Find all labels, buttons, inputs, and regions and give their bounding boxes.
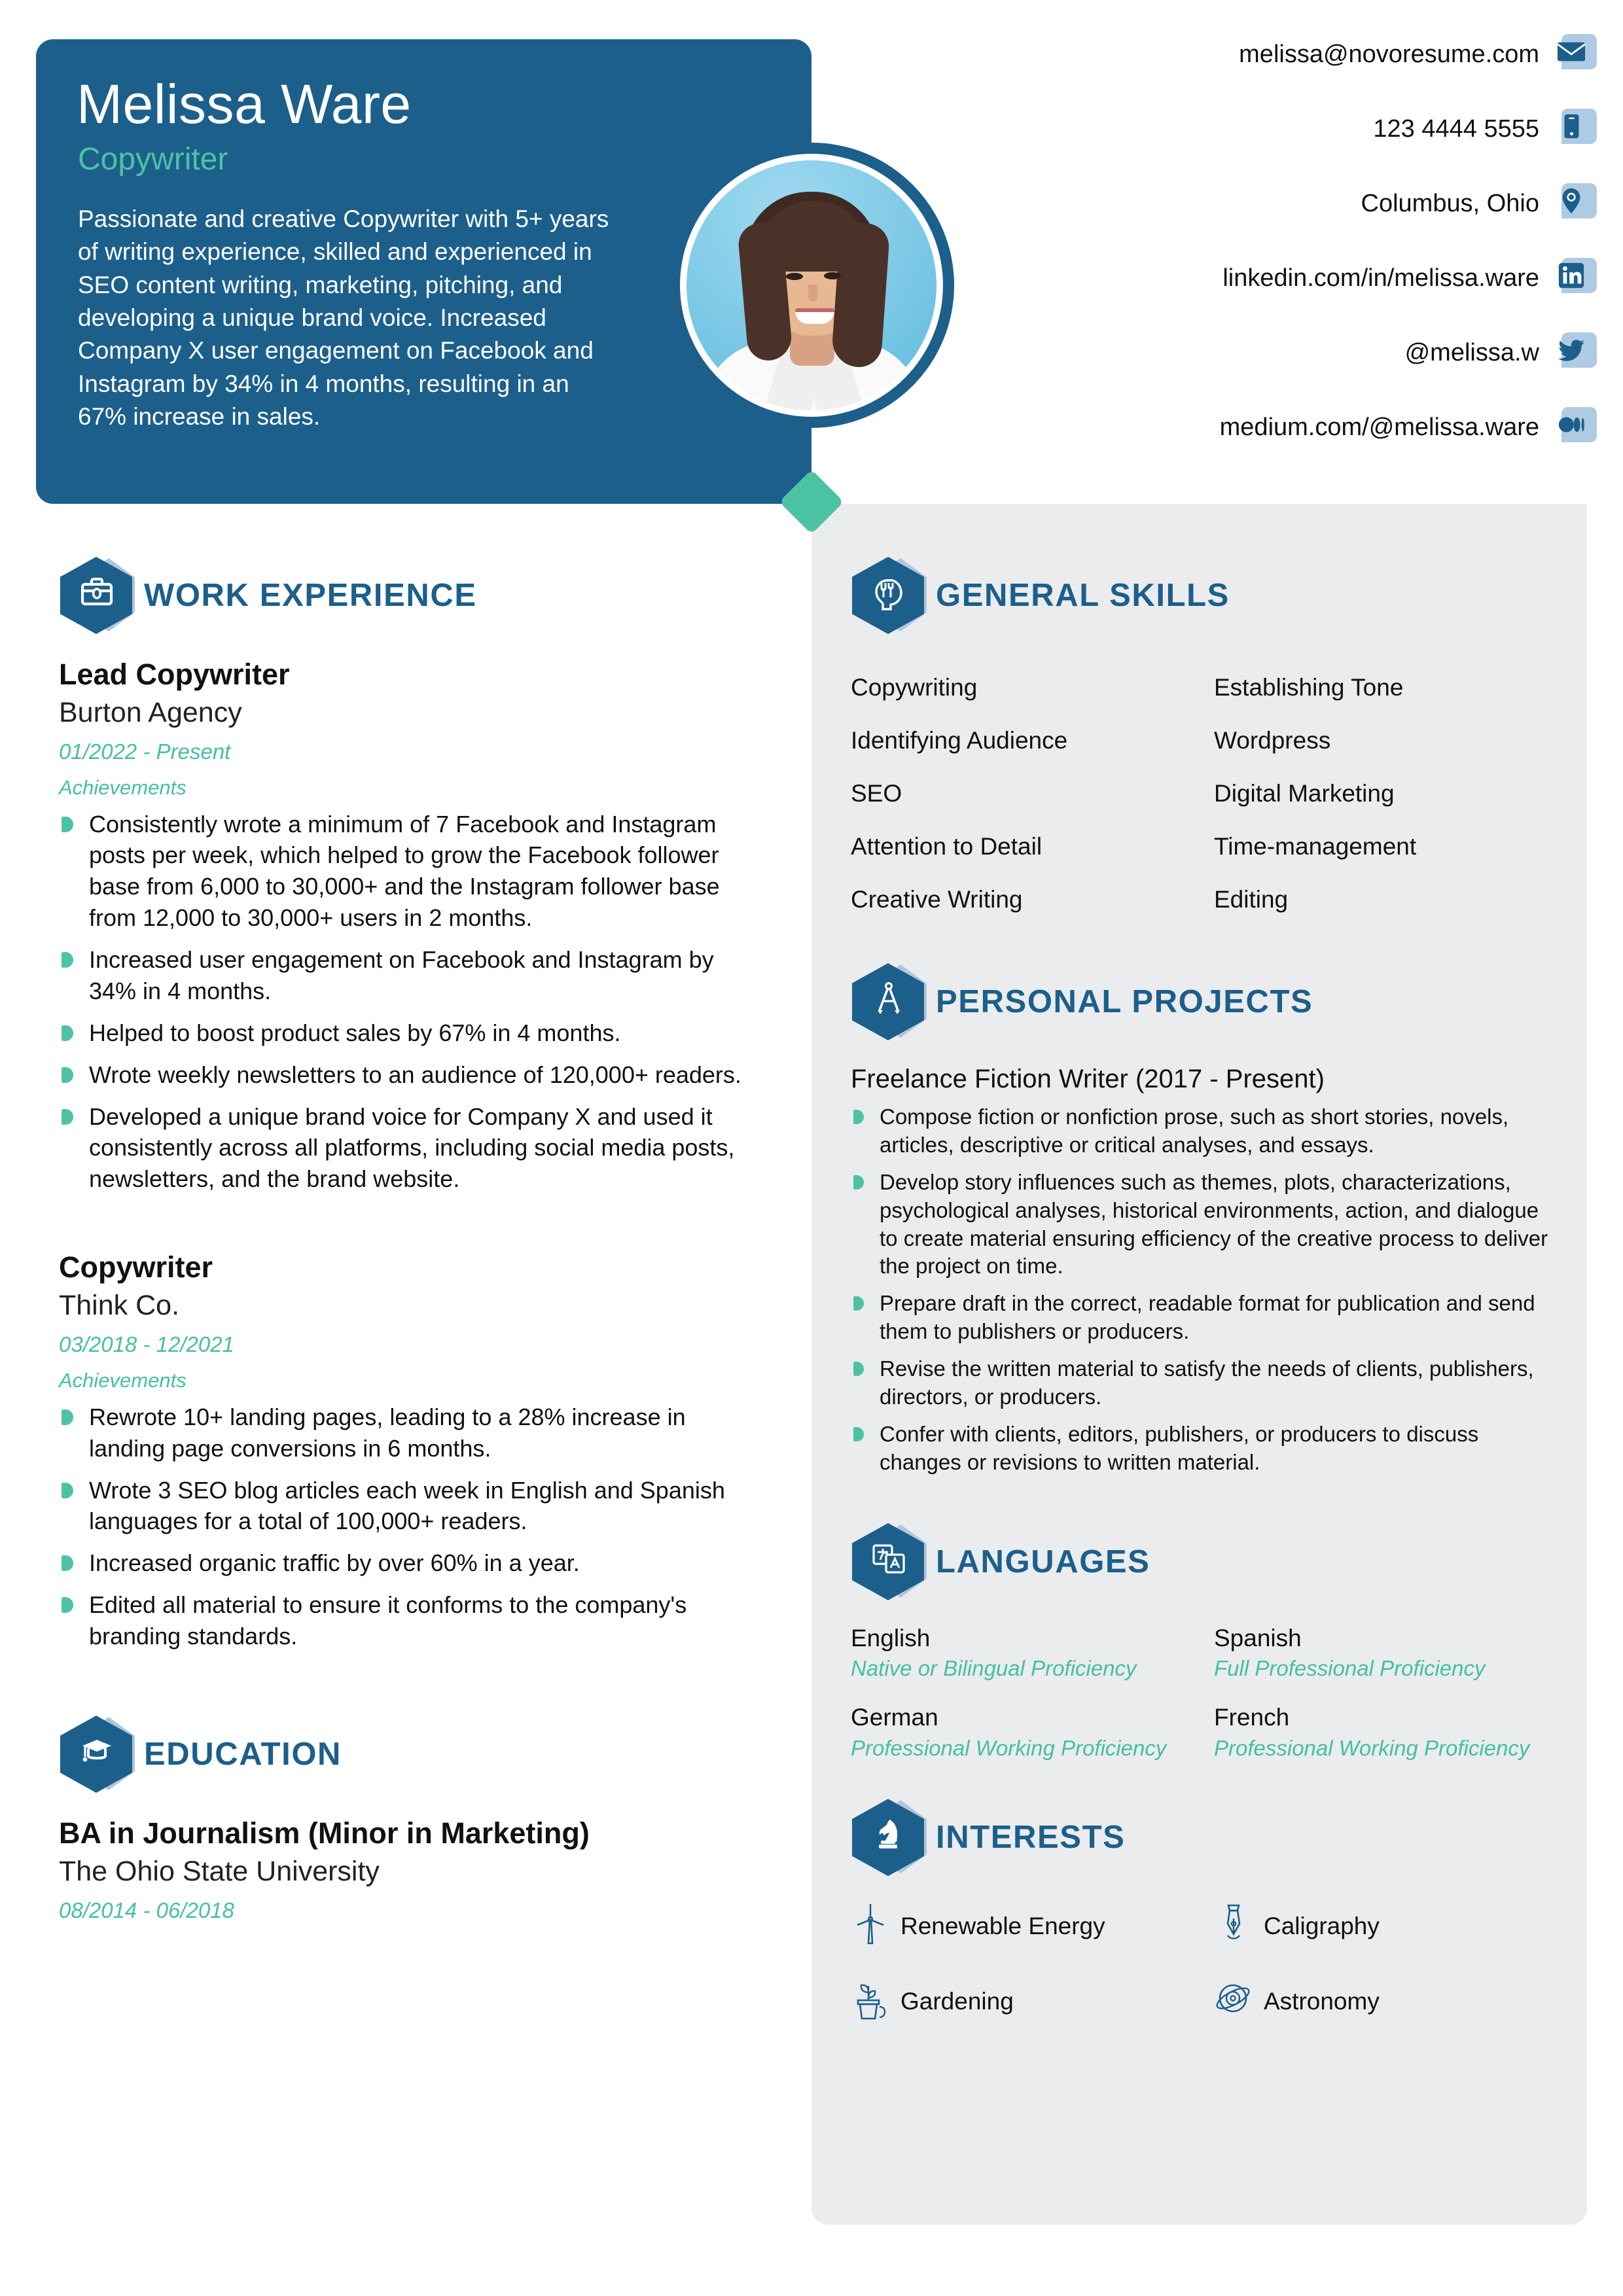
avatar-image: [687, 160, 936, 410]
language-name: Spanish: [1214, 1624, 1302, 1651]
list-item: Prepare draft in the correct, readable format for publication and send them to publishers or producers.: [851, 1290, 1551, 1346]
language-item: [1214, 1704, 1551, 1761]
list-item: Compose fiction or nonfiction prose, such as short stories, novels, articles, descriptive or critical analyses, and essays.: [851, 1103, 1551, 1159]
list-item: Develop story influences such as themes, plots, characterizations, psychological analyses, historical environments, action, and dialogue to create material ensuring efficiency of the creative process to deliver the project on time.: [851, 1169, 1551, 1281]
medium-icon: [1556, 407, 1597, 448]
work-entry: [59, 1250, 766, 1652]
twitter-icon: [1556, 332, 1597, 373]
section-title-languages: LANGUAGES: [936, 1544, 1150, 1580]
email-icon: [1556, 34, 1597, 75]
project-bullet-list: [851, 1103, 1551, 1477]
skill-item: Identifying Audience: [851, 727, 1068, 754]
planet-icon: [1214, 1978, 1253, 2024]
contact-location-text: Columbus, Ohio: [1361, 189, 1539, 217]
job-company: Burton Agency: [59, 697, 242, 728]
skill-item: Digital Marketing: [1214, 780, 1395, 807]
language-level: Native or Bilingual Proficiency: [851, 1656, 1137, 1681]
education-dates: 08/2014 - 06/2018: [59, 1898, 234, 1922]
briefcase-icon: [59, 554, 136, 637]
interest-item: [851, 1978, 1188, 2024]
skill-item: Copywriting: [851, 674, 978, 701]
section-work-experience-header: [59, 556, 766, 635]
job-role: Lead Copywriter: [59, 658, 290, 691]
list-item: Rewrote 10+ landing pages, leading to a 28% increase in landing page conversions in 6 months.: [59, 1402, 766, 1464]
compass-icon: [851, 961, 928, 1043]
section-title-education: EDUCATION: [144, 1736, 342, 1772]
wind-turbine-icon: [851, 1903, 890, 1949]
job-company: Think Co.: [59, 1290, 180, 1322]
language-name: English: [851, 1624, 931, 1651]
list-item: Revise the written material to satisfy the needs of clients, publishers, directors, or producers.: [851, 1355, 1551, 1411]
job-dates: 03/2018 - 12/2021: [59, 1332, 234, 1356]
list-item: Consistently wrote a minimum of 7 Facebook and Instagram posts per week, which helped to grow the Facebook follower base from 6,000 to 30,000+ and the Instagram follower base from 12,000 to 30,000+ users in 2 months.: [59, 809, 766, 934]
contact-item-email[interactable]: [1001, 26, 1597, 82]
interest-label: Astronomy: [1264, 1987, 1380, 2015]
contact-item-linkedin[interactable]: [1001, 250, 1597, 306]
list-item: Helped to boost product sales by 67% in 4 months.: [59, 1017, 766, 1049]
translate-icon: [851, 1521, 928, 1603]
right-column: [851, 556, 1551, 2024]
plant-pot-icon: [851, 1978, 890, 2024]
interest-item: [1214, 1903, 1551, 1949]
section-title-interests: INTERESTS: [936, 1820, 1126, 1856]
list-item: Wrote 3 SEO blog articles each week in English and Spanish languages for a total of 100,000+ readers.: [59, 1475, 766, 1538]
language-name: German: [851, 1704, 938, 1731]
avatar: [669, 143, 954, 428]
section-interests-header: [851, 1798, 1551, 1877]
achievements-label: Achievements: [59, 1368, 187, 1392]
language-level: Professional Working Proficiency: [851, 1736, 1167, 1761]
skill-item: Attention to Detail: [851, 833, 1043, 860]
fountain-pen-icon: [1214, 1903, 1253, 1949]
page-title: Melissa Ware: [77, 73, 412, 135]
list-item: Wrote weekly newsletters to an audience of 120,000+ readers.: [59, 1059, 766, 1091]
chess-knight-icon: [851, 1796, 928, 1879]
contact-email-text: melissa@novoresume.com: [1239, 40, 1539, 68]
avatar-inner-border: [680, 154, 943, 417]
interests-grid: [851, 1903, 1551, 2024]
interest-item: [1214, 1978, 1551, 2024]
section-languages-header: [851, 1523, 1551, 1601]
skill-item: SEO: [851, 780, 902, 807]
skill-item: Creative Writing: [851, 886, 1023, 913]
section-general-skills-header: [851, 556, 1551, 635]
skill-item: Time-management: [1214, 833, 1417, 860]
skill-item: Wordpress: [1214, 727, 1331, 754]
list-item: Developed a unique brand voice for Company X and used it consistently across all platforms, including social media posts, newsletters, and the brand website.: [59, 1101, 766, 1195]
interest-item: [851, 1903, 1188, 1949]
education-degree: BA in Journalism (Minor in Marketing): [59, 1816, 590, 1850]
contact-item-phone[interactable]: [1001, 101, 1597, 157]
skill-item: Establishing Tone: [1214, 674, 1404, 701]
languages-grid: [851, 1625, 1551, 1762]
skills-head-icon: [851, 554, 928, 637]
achievements-label: Achievements: [59, 775, 187, 799]
left-column: [59, 556, 766, 1923]
contact-medium-text: medium.com/@melissa.ware: [1219, 413, 1539, 441]
contact-item-twitter[interactable]: [1001, 325, 1597, 381]
interest-label: Caligraphy: [1264, 1912, 1380, 1939]
skills-grid: [851, 661, 1551, 926]
contact-phone-text: 123 4444 5555: [1373, 115, 1539, 143]
language-item: [1214, 1625, 1551, 1682]
project-title: Freelance Fiction Writer (2017 - Present): [851, 1065, 1325, 1093]
language-name: French: [1214, 1704, 1290, 1731]
graduation-cap-icon: [59, 1713, 136, 1795]
language-item: [851, 1625, 1188, 1682]
job-dates: 01/2022 - Present: [59, 739, 231, 764]
job-title: Copywriter: [78, 142, 228, 177]
contact-item-location[interactable]: [1001, 175, 1597, 232]
list-item: Confer with clients, editors, publishers, or producers to discuss changes or revisions to written material.: [851, 1421, 1551, 1477]
language-level: Professional Working Proficiency: [1214, 1736, 1530, 1761]
professional-summary: Passionate and creative Copywriter with 5+ years of writing experience, skilled and experienced in SEO content writing, marketing, pitching, and developing a unique brand voice. Increased Company X user engagement on Facebook and Instagram by 34% in 4 months, resulting in an 67% increase in sales.: [78, 205, 609, 430]
list-item: Increased organic traffic by over 60% in a year.: [59, 1547, 766, 1579]
section-title-work-experience: WORK EXPERIENCE: [144, 578, 477, 613]
contact-item-medium[interactable]: [1001, 399, 1597, 455]
linkedin-icon: [1556, 258, 1597, 298]
interest-label: Renewable Energy: [901, 1912, 1105, 1939]
work-entry: [59, 657, 766, 1195]
skill-item: Editing: [1214, 886, 1289, 913]
location-icon: [1556, 183, 1597, 224]
education-entry: [59, 1816, 766, 1923]
contact-linkedin-text: linkedin.com/in/melissa.ware: [1222, 264, 1539, 292]
project-entry: [851, 1065, 1551, 1477]
language-level: Full Professional Proficiency: [1214, 1656, 1486, 1681]
phone-icon: [1556, 109, 1597, 149]
section-title-personal-projects: PERSONAL PROJECTS: [936, 984, 1313, 1019]
job-bullet-list: [59, 809, 766, 1195]
section-title-general-skills: GENERAL SKILLS: [936, 578, 1230, 613]
list-item: Edited all material to ensure it conforms to the company's branding standards.: [59, 1589, 766, 1652]
section-education-header: [59, 1715, 766, 1793]
job-bullet-list: [59, 1402, 766, 1652]
list-item: Increased user engagement on Facebook and Instagram by 34% in 4 months.: [59, 944, 766, 1007]
interest-label: Gardening: [901, 1987, 1014, 2015]
section-personal-projects-header: [851, 963, 1551, 1041]
job-role: Copywriter: [59, 1250, 213, 1284]
language-item: [851, 1704, 1188, 1761]
contact-list: [1001, 26, 1597, 474]
contact-twitter-text: @melissa.w: [1404, 338, 1539, 366]
education-school: The Ohio State University: [59, 1855, 380, 1887]
